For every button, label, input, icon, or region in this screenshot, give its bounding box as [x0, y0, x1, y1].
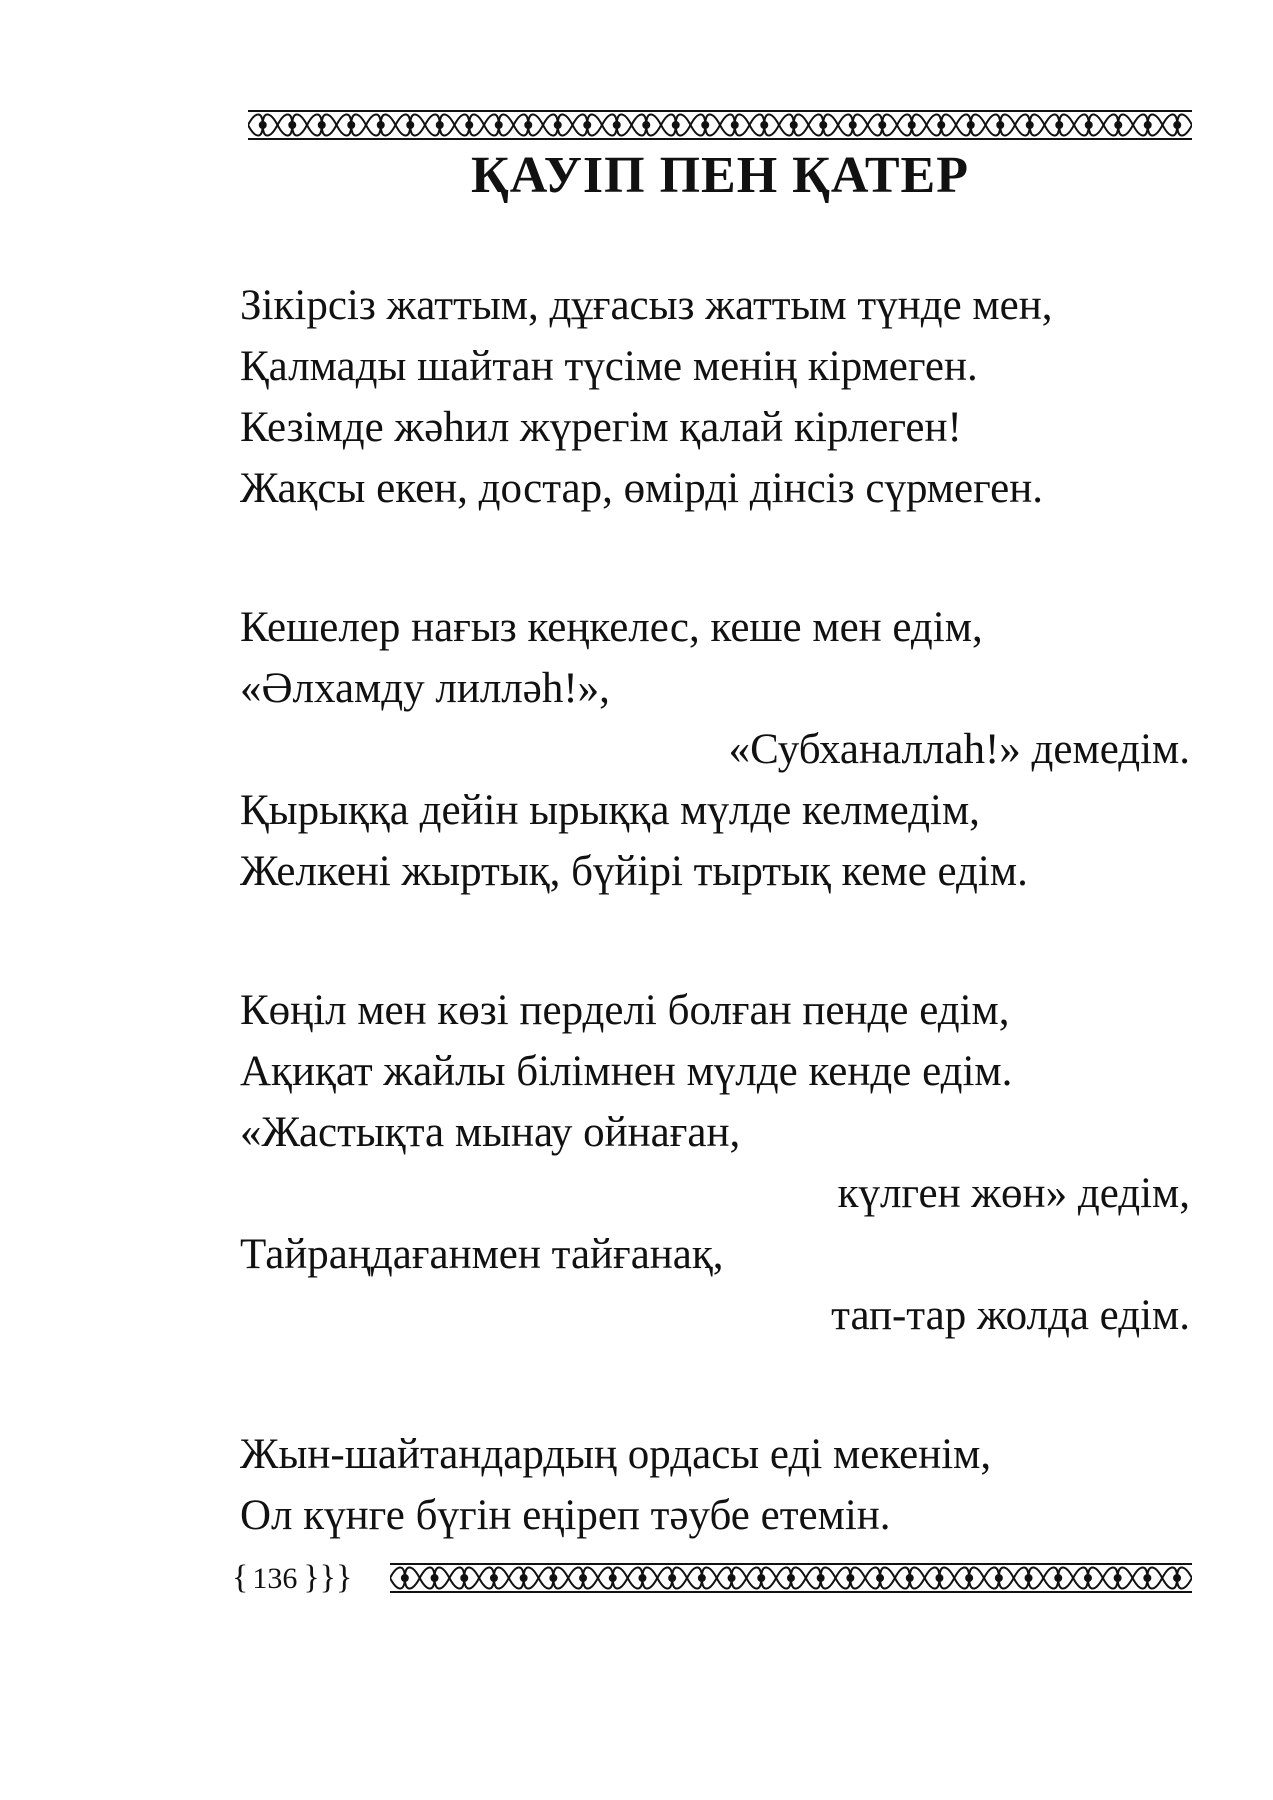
- poem-line: Кешелер нағыз кеңкелес, кеше мен едім,: [240, 604, 983, 651]
- poem: [240, 275, 1200, 1624]
- poem-line: Жын-шайтандардың ордасы еді мекенім,: [240, 1431, 992, 1478]
- page-number-value: 136: [252, 1562, 298, 1595]
- left-brace-ornament-icon: {: [232, 1559, 249, 1596]
- top-ornament-border: [248, 109, 1192, 141]
- poem-line: «Жастықта мынау ойнаған,: [240, 1109, 741, 1156]
- poem-line: Зікірсіз жаттым, дұғасыз жаттым түнде мен,: [240, 282, 1053, 329]
- poem-line: Жақсы екен, достар, өмірді дінсіз сүрмеген.: [240, 465, 1044, 512]
- stanza: [240, 597, 1200, 902]
- poem-line: Тайраңдағанмен тайғанақ,: [240, 1231, 724, 1278]
- poem-line: Көңіл мен көзі перделі болған пенде едім,: [240, 987, 1010, 1034]
- stanza: [240, 980, 1200, 1346]
- poem-line-continued: «Субханаллаһ!» демедім.: [728, 726, 1190, 773]
- right-brace-ornament-icon: }}}: [303, 1559, 353, 1596]
- stanza: [240, 275, 1200, 519]
- poem-line: Ақиқат жайлы білімнен мүлде кенде едім.: [240, 1048, 1013, 1095]
- poem-line: Ол күнге бүгін еңіреп тәубе етемін.: [240, 1492, 891, 1539]
- poem-line-continued: тап-тар жолда едім.: [831, 1292, 1190, 1339]
- poem-line: Кезімде жәһил жүрегім қалай кірлеген!: [240, 404, 962, 451]
- bottom-ornament-border: [390, 1562, 1192, 1594]
- poem-line-continued: күлген жөн» дедім,: [837, 1170, 1190, 1217]
- stanza: [240, 1424, 1200, 1546]
- page-number: [232, 1560, 352, 1597]
- poem-line: Қалмады шайтан түсіме менің кірмеген.: [240, 343, 978, 390]
- poem-line: «Әлхамду лилләһ!»,: [240, 665, 610, 712]
- poem-line: Желкені жыртық, бүйірі тыртық кеме едім.: [240, 848, 1028, 895]
- poem-line: Қырыққа дейін ырыққа мүлде келмедім,: [240, 787, 980, 834]
- page-title: ҚАУІП ПЕН ҚАТЕР: [471, 147, 969, 204]
